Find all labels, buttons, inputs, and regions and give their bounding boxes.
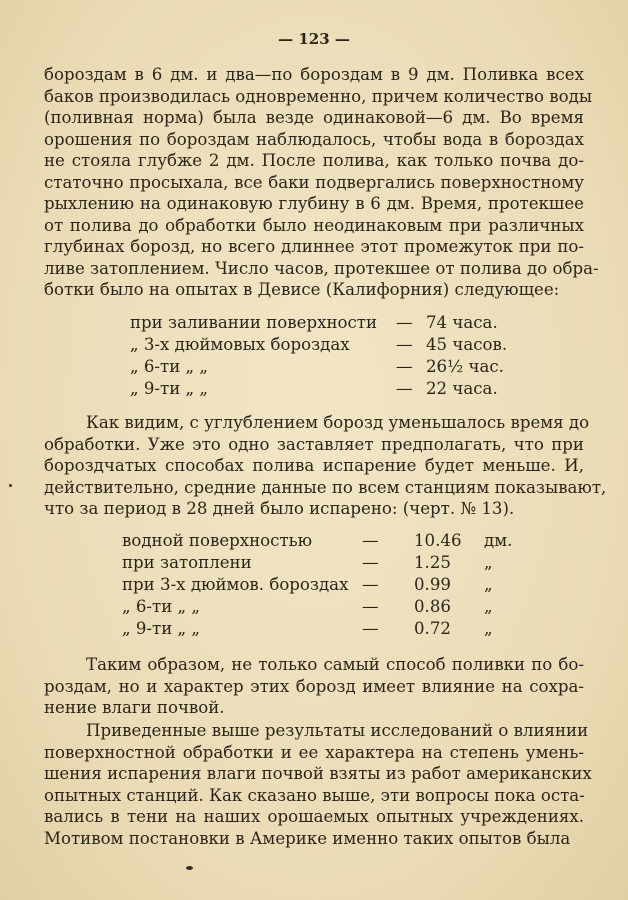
table-row <box>130 356 530 378</box>
table-row <box>122 574 532 596</box>
text-line: бороздчатых способах полива испарение будет меньше. И, <box>44 456 584 475</box>
page-number: — 123 — <box>278 30 350 48</box>
text-line: глубинах борозд, но всего длиннее этот промежуток при по- <box>44 237 584 256</box>
ink-speck <box>9 484 12 487</box>
text-line: Мотивом постановки в Америке именно таких опытов была <box>44 828 571 848</box>
cell-dash: — <box>396 313 413 332</box>
cell-label: „ 3-х дюймовых бороздах <box>130 335 350 354</box>
cell-value: 26½ час. <box>426 357 504 376</box>
text-line: (поливная норма) была везде одинаковой—6 дм. Во время <box>44 108 584 127</box>
cell-unit: „ <box>484 575 493 594</box>
cell-dash: — <box>362 619 379 638</box>
cell-unit: „ <box>484 619 493 638</box>
paragraph-2 <box>44 412 607 520</box>
cell-value: 10.46 <box>414 531 462 550</box>
table-row <box>122 530 532 552</box>
table-row <box>122 618 532 640</box>
cell-dash: — <box>362 597 379 616</box>
paragraph-3 <box>44 654 584 719</box>
ink-speck <box>186 866 193 870</box>
cell-value: 74 часа. <box>426 313 498 332</box>
cell-value: 0.72 <box>414 619 451 638</box>
text-line: Как видим, с углублением борозд уменьшалось время до <box>86 413 590 432</box>
text-line: рыхлению на одинаковую глубину в 6 дм. Время, протекшее <box>44 194 584 213</box>
cell-value: 0.86 <box>414 597 451 616</box>
table-row <box>130 334 530 356</box>
cell-label: водной поверхностью <box>122 531 313 550</box>
table-row <box>122 552 532 574</box>
paragraph-1 <box>44 64 599 301</box>
text-line: нение влаги почвой. <box>44 698 225 717</box>
cell-unit: дм. <box>484 531 513 550</box>
cell-dash: — <box>362 531 379 550</box>
cell-value: 22 часа. <box>426 379 498 398</box>
text-line: баков производилась одновременно, причем количество воды <box>44 86 593 106</box>
text-line: не стояла глубже 2 дм. После полива, как только почва до- <box>44 151 584 170</box>
cell-value: 45 часов. <box>426 335 508 354</box>
text-line: ботки было на опытах в Девисе (Калифорния) следующее: <box>44 280 560 299</box>
cell-dash: — <box>362 575 379 594</box>
cell-label: „ 9-ти „ „ <box>122 619 201 638</box>
text-line: обработки. Уже это одно заставляет предполагать, что при <box>44 434 584 454</box>
text-line: вались в тени на наших орошаемых опытных учреждениях. <box>44 807 584 826</box>
cell-label: при 3-х дюймов. бороздах <box>122 575 349 594</box>
cell-label: „ 9-ти „ „ <box>130 379 209 398</box>
text-line: опытных станций. Как сказано выше, эти вопросы пока оста- <box>44 785 585 805</box>
cell-dash: — <box>396 357 413 376</box>
text-line: бороздам в 6 дм. и два—по бороздам в 9 дм. Поливка всех <box>44 65 584 84</box>
text-line: орошения по бороздам наблюдалось, чтобы вода в бороздах <box>44 129 584 149</box>
cell-label: „ 6-ти „ „ <box>122 597 201 616</box>
hours-table <box>130 312 530 400</box>
cell-label: „ 6-ти „ „ <box>130 357 209 376</box>
table-row <box>130 312 530 334</box>
text-line: поверхностной обработки и ее характера на степень умень- <box>44 742 584 762</box>
cell-unit: „ <box>484 553 493 572</box>
text-line: Приведенные выше результаты исследований о влиянии <box>86 721 589 740</box>
text-line: шения испарения влаги почвой взяты из работ американских <box>44 764 592 783</box>
text-line: от полива до обработки было неодинаковым при различных <box>44 215 584 235</box>
cell-unit: „ <box>484 597 493 616</box>
text-line: Таким образом, не только самый способ поливки по бо- <box>86 655 584 674</box>
cell-value: 0.99 <box>414 575 451 594</box>
cell-value: 1.25 <box>414 553 451 572</box>
text-line: ливе затоплением. Число часов, протекшее от полива до обра- <box>44 258 599 278</box>
text-line: роздам, но и характер этих борозд имеет влияние на сохра- <box>44 676 584 696</box>
table-row <box>122 596 532 618</box>
cell-dash: — <box>396 335 413 354</box>
text-line: действительно, средние данные по всем станциям показывают, <box>44 477 607 497</box>
cell-label: при затоплени <box>122 553 252 572</box>
evaporation-table <box>122 530 532 640</box>
text-line: статочно просыхала, все баки подвергались поверхностному <box>44 172 584 192</box>
text-line: что за период в 28 дней было испарено: (черт. № 13). <box>44 499 515 518</box>
paragraph-4 <box>44 720 592 849</box>
cell-label: при заливании поверхности <box>130 313 378 332</box>
cell-dash: — <box>362 553 379 572</box>
table-row <box>130 378 530 400</box>
cell-dash: — <box>396 379 413 398</box>
